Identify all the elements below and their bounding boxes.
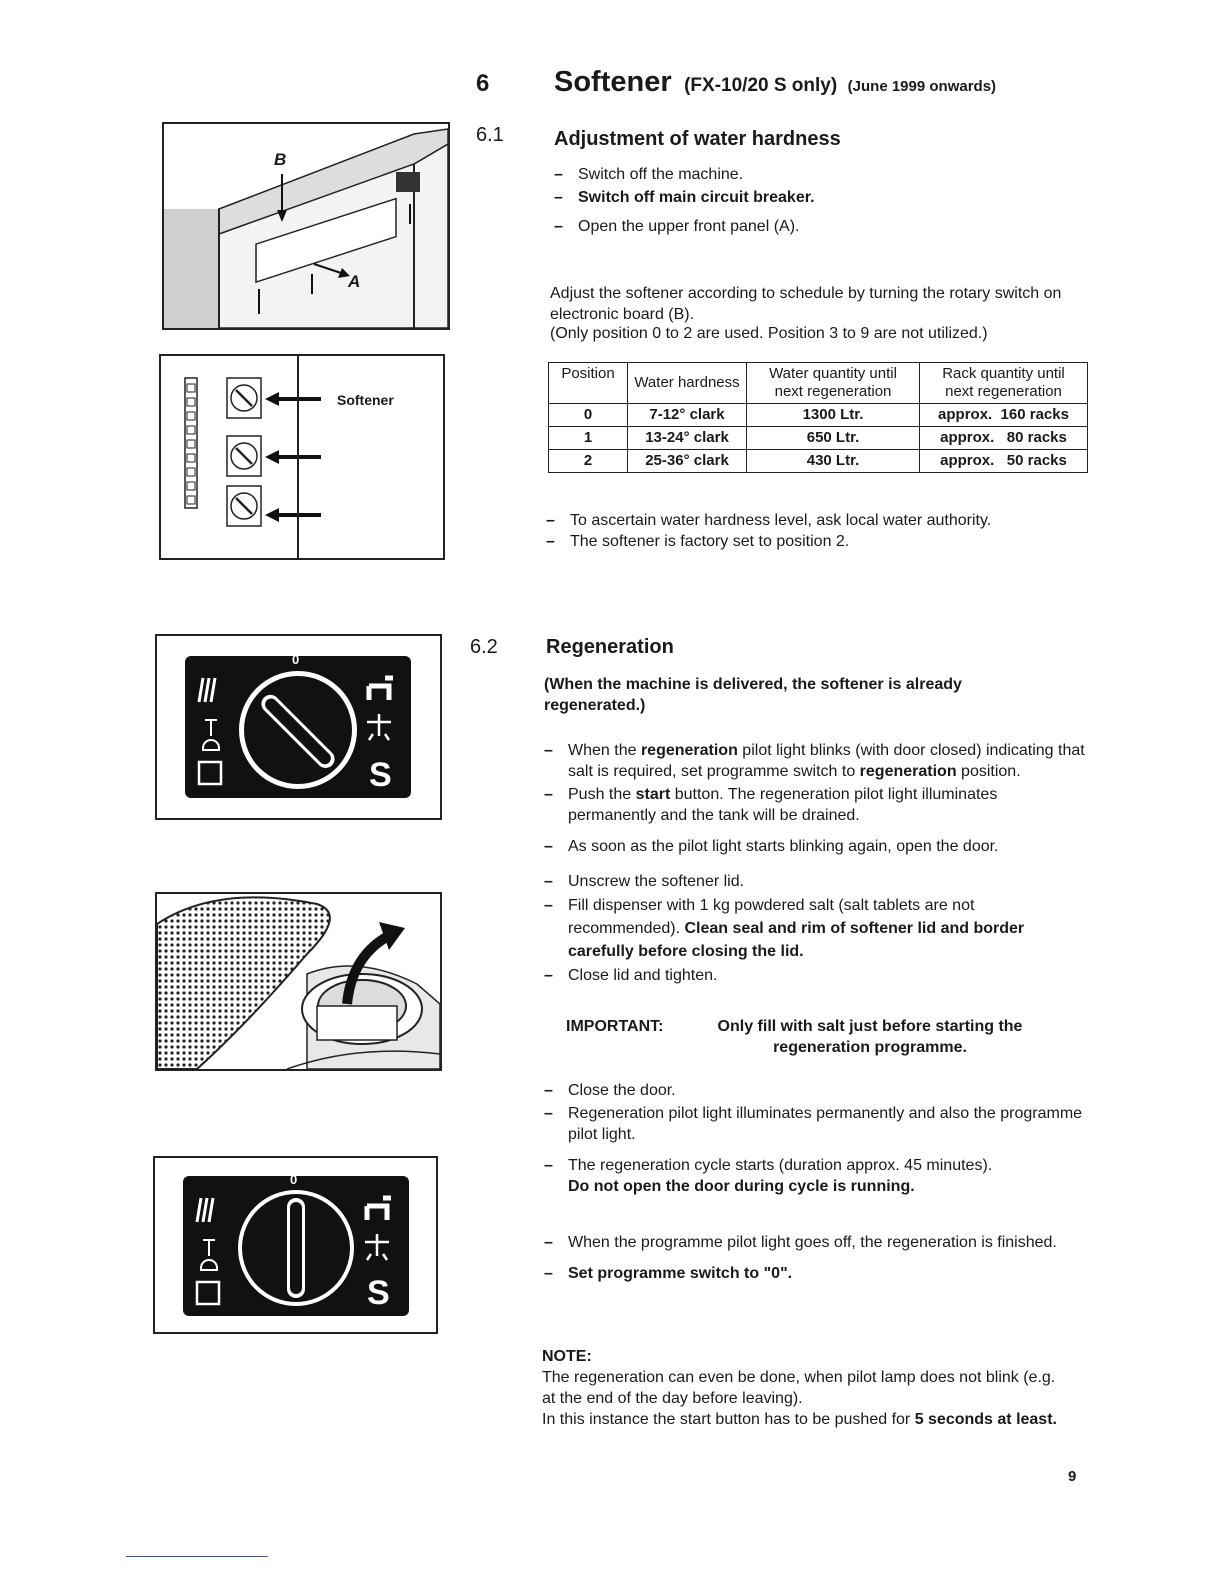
programme-dial-zero-figure [153,1156,438,1334]
dial-zero-mark: 0 [290,1172,298,1187]
pointer-arrows [299,356,443,558]
model-text: (FX-10/20 S only) [684,75,838,96]
softener-lid-illustration [157,894,440,1069]
step-text: Push the [568,786,636,803]
footer-rule [126,1556,268,1557]
table-header-cell: Position [549,363,628,404]
adjust-range-note: (Only position 0 to 2 are used. Position 3 to 9 are not utilized.) [550,325,988,342]
list-item: – When the programme pilot light goes off, the regeneration is finished. [542,1232,1062,1253]
dial-illustration [185,656,411,798]
hardness-table [548,362,1088,473]
section-number: 6 [476,70,490,97]
softener-lid-figure [155,892,442,1071]
list-item: – As soon as the pilot light starts blinking again, open the door. [542,836,1087,857]
list-item: – Switch off the machine. [552,164,1072,185]
table-cell: 7-12° clark [628,404,747,427]
step-text: When the [568,742,641,759]
list-item: – Close lid and tighten. [542,965,1087,986]
table-cell: 430 Ltr. [747,450,920,473]
label-a: A [348,272,361,291]
switch-board-illustration [161,356,297,558]
important-label: IMPORTANT: [566,1018,664,1035]
note-text: The regeneration can even be done, when pilot lamp does not blink (e.g. at the end of the day before leaving). [542,1369,1056,1407]
subsection-number-6-2: 6.2 [470,636,498,658]
svg-text:S: S [369,756,392,794]
table-cell: approx. 50 racks [920,450,1088,473]
list-item [542,1155,1087,1197]
list-item: – Set programme switch to "0". [542,1263,1062,1284]
table-row [549,450,1088,473]
dial-zero-mark: 0 [292,652,300,667]
table-cell: 1300 Ltr. [747,404,920,427]
table-row [549,427,1088,450]
dial-illustration [183,1176,409,1316]
table-cell: 25-36° clark [628,450,747,473]
subsection-number-6-1: 6.1 [476,124,504,146]
page-title [554,66,996,99]
step-text: position. [956,763,1021,780]
list-item: – Regeneration pilot light illuminates permanently and also the programme pilot light. [542,1103,1087,1145]
programme-dial-regen-figure [155,634,442,820]
softener-label: Softener [337,392,394,408]
table-row [549,404,1088,427]
step-text: Fill dispenser with 1 kg powdered salt (salt tablets are not recommended). [568,897,975,937]
table-cell: 2 [549,450,628,473]
table-cell: 13-24° clark [628,427,747,450]
note-label: NOTE: [542,1348,592,1365]
table-header-cell: Water hardness [628,363,747,404]
list-item: – Close the door. [542,1080,1087,1101]
label-b: B [274,150,287,169]
table-header-cell: Rack quantity until next regeneration [920,363,1088,404]
subsection-heading-6-2: Regeneration [546,636,674,658]
note-text-2 [542,1409,1062,1430]
table-header-cell: Water quantity until next regeneration [747,363,920,404]
subsection-heading-6-1: Adjustment of water hardness [554,128,841,150]
adjust-intro: Adjust the softener according to schedule by turning the rotary switch on electronic board (B). [550,285,1062,323]
list-item [542,894,1087,963]
step-text-bold: regeneration [640,742,738,759]
step-text-bold: regeneration [859,763,957,780]
step-text: button. The regeneration pilot light illuminates permanently and the tank will be drained. [568,786,998,824]
list-item: – Unscrew the softener lid. [542,871,1087,892]
step-text: The regeneration cycle starts (duration approx. 45 minutes). [568,1157,993,1174]
control-panel [183,1172,409,1316]
note-text-part: In this instance the start button has to be pushed for [542,1411,915,1428]
page-number: 9 [1068,1468,1077,1485]
list-item [542,740,1087,782]
delivered-note: (When the machine is delivered, the softener is already regenerated.) [544,676,962,714]
steps-6-1 [552,164,1072,237]
table-header-row [549,363,1088,404]
step-text-bold: Do not open the door during cycle is running. [568,1178,915,1195]
machine-illustration [164,124,448,328]
control-panel [185,652,411,798]
steps-6-2-cont [542,1080,1087,1197]
table-cell: 0 [549,404,628,427]
machine-panel-figure [162,122,450,330]
list-item: – Switch off main circuit breaker. [552,187,1072,208]
step-text: pilot light blinks (with door closed) indicating that salt is required, set programme switch to [568,742,1085,780]
step-text-bold: start [635,786,671,803]
list-item: – Open the upper front panel (A). [552,216,1072,237]
title-text: Softener [554,66,672,98]
table-cell: 650 Ltr. [747,427,920,450]
steps-6-2-end [542,1232,1062,1284]
list-item: – To ascertain water hardness level, ask local water authority. [544,510,1084,531]
step-text-bold: Clean seal and rim of softener lid and border carefully before closing the lid. [568,920,1025,960]
table-cell: approx. 80 racks [920,427,1088,450]
notes-6-1 [544,510,1084,552]
note-text-bold: 5 seconds at least. [914,1411,1057,1428]
table-cell: 1 [549,427,628,450]
date-text: (June 1999 onwards) [847,78,997,95]
table-cell: approx. 160 racks [920,404,1088,427]
list-item [542,784,1087,826]
important-text: Only fill with salt just before starting the regeneration programme. [717,1018,1023,1056]
svg-text:S: S [367,1274,390,1312]
list-item: – The softener is factory set to position 2. [544,531,1084,552]
steps-6-2 [542,740,1087,986]
rotary-switch-figure [159,354,445,560]
